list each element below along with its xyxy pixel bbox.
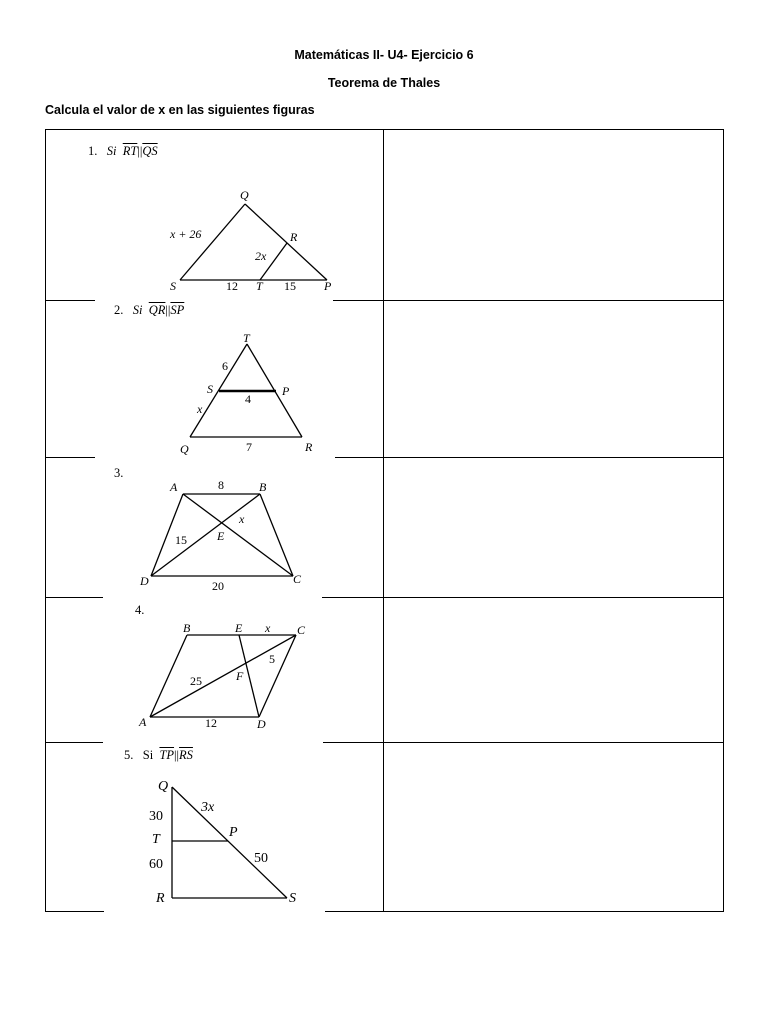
label-five: 5 (269, 652, 275, 666)
label-top: 6 (222, 359, 228, 373)
label-base-2: 15 (284, 279, 296, 293)
label-P: P (324, 279, 332, 293)
table-border-bottom-right (325, 911, 724, 912)
row-separator-1-left (45, 300, 95, 301)
label-base: 7 (246, 440, 252, 454)
label-diagonal: 15 (175, 533, 187, 547)
table-border-left (45, 129, 46, 912)
label-top: 8 (218, 478, 224, 492)
problem-1-segment-a: $\overline{RT}$ (122, 144, 138, 158)
label-side: x (197, 402, 203, 416)
problem-5-si: Si (142, 748, 154, 762)
row-separator-3-left (45, 597, 103, 598)
label-P: P (229, 825, 238, 840)
label-Q: Q (240, 188, 249, 202)
label-R: R (156, 891, 165, 906)
page-subtitle: Teorema de Thales (327, 76, 441, 90)
problem-2-parallel-symbol: || (165, 303, 171, 317)
problem-4-figure (135, 618, 315, 736)
label-S: S (289, 891, 296, 906)
label-A: A (139, 715, 147, 729)
problem-3-figure (135, 476, 315, 596)
problem-5-figure (140, 770, 315, 912)
page-title: Matemáticas II- U4- Ejercicio 6 (294, 48, 474, 62)
label-twenty-five: 25 (190, 674, 202, 688)
instruction-text: Calcula el valor de x en las siguientes figuras (45, 103, 315, 117)
label-C: C (297, 623, 306, 637)
label-S: S (207, 382, 213, 396)
label-thirty: 30 (149, 809, 163, 824)
label-three-x: 3x (201, 800, 215, 815)
problem-1-figure (160, 186, 350, 296)
problem-5-header (124, 748, 193, 763)
label-P: P (282, 384, 290, 398)
table-divider (383, 129, 384, 912)
problem-1-parallel-symbol: || (137, 144, 143, 158)
problem-2-segment-a: $\overline{QR}$ (148, 303, 166, 317)
problem-2-header (114, 303, 184, 318)
row-separator-3-right (322, 597, 724, 598)
label-base-1: 12 (226, 279, 238, 293)
label-R: R (305, 440, 313, 454)
row-separator-4-left (45, 742, 103, 743)
problem-5-number: 5. (124, 748, 134, 762)
row-separator-2-left (45, 457, 95, 458)
label-T: T (243, 331, 250, 345)
problem-5-segment-b: $\overline{RS}$ (179, 748, 193, 762)
problem-4-number: 4. (135, 603, 145, 617)
problem-5-parallel-symbol: || (174, 748, 180, 762)
problem-1-header (88, 144, 158, 159)
problem-3-number: 3. (114, 466, 124, 480)
problem-1-number: 1. (88, 144, 98, 158)
label-mid: 2x (255, 249, 267, 263)
label-S: S (170, 279, 176, 293)
problem-1-segment-b: $\overline{QS}$ (142, 144, 158, 158)
label-F: F (236, 669, 244, 683)
table-border-top (45, 129, 724, 130)
label-x: x (239, 512, 245, 526)
row-separator-2-right (335, 457, 724, 458)
problem-5-segment-a: $\overline{TP}$ (159, 748, 175, 762)
table-border-right (723, 129, 724, 912)
problem-2-number: 2. (114, 303, 124, 317)
problem-2-segment-b: $\overline{SP}$ (170, 303, 185, 317)
label-D: D (257, 717, 266, 731)
label-R: R (290, 230, 298, 244)
label-T: T (152, 832, 160, 847)
label-A: A (170, 480, 178, 494)
label-Q: Q (158, 779, 169, 794)
label-B: B (183, 621, 191, 635)
label-mid: 4 (245, 392, 251, 406)
row-separator-4-right (323, 742, 724, 743)
label-twelve: 12 (205, 716, 217, 730)
label-side: x + 26 (170, 227, 202, 241)
table-border-bottom-left (45, 911, 104, 912)
label-C: C (293, 572, 302, 586)
label-E: E (217, 529, 225, 543)
problem-2-si: Si (132, 303, 143, 317)
label-D: D (140, 574, 149, 588)
label-T: T (256, 279, 263, 293)
label-base: 20 (212, 579, 224, 593)
label-B: B (259, 480, 267, 494)
label-sixty: 60 (149, 857, 163, 872)
problem-4-header (135, 603, 144, 618)
row-separator-1-right (333, 300, 724, 301)
label-Q: Q (180, 442, 189, 456)
label-fifty: 50 (254, 851, 268, 866)
problem-1-si: Si (106, 144, 117, 158)
label-x: x (265, 621, 271, 635)
problem-3-header (114, 466, 123, 481)
label-E: E (235, 621, 243, 635)
problem-2-figure (170, 330, 330, 457)
